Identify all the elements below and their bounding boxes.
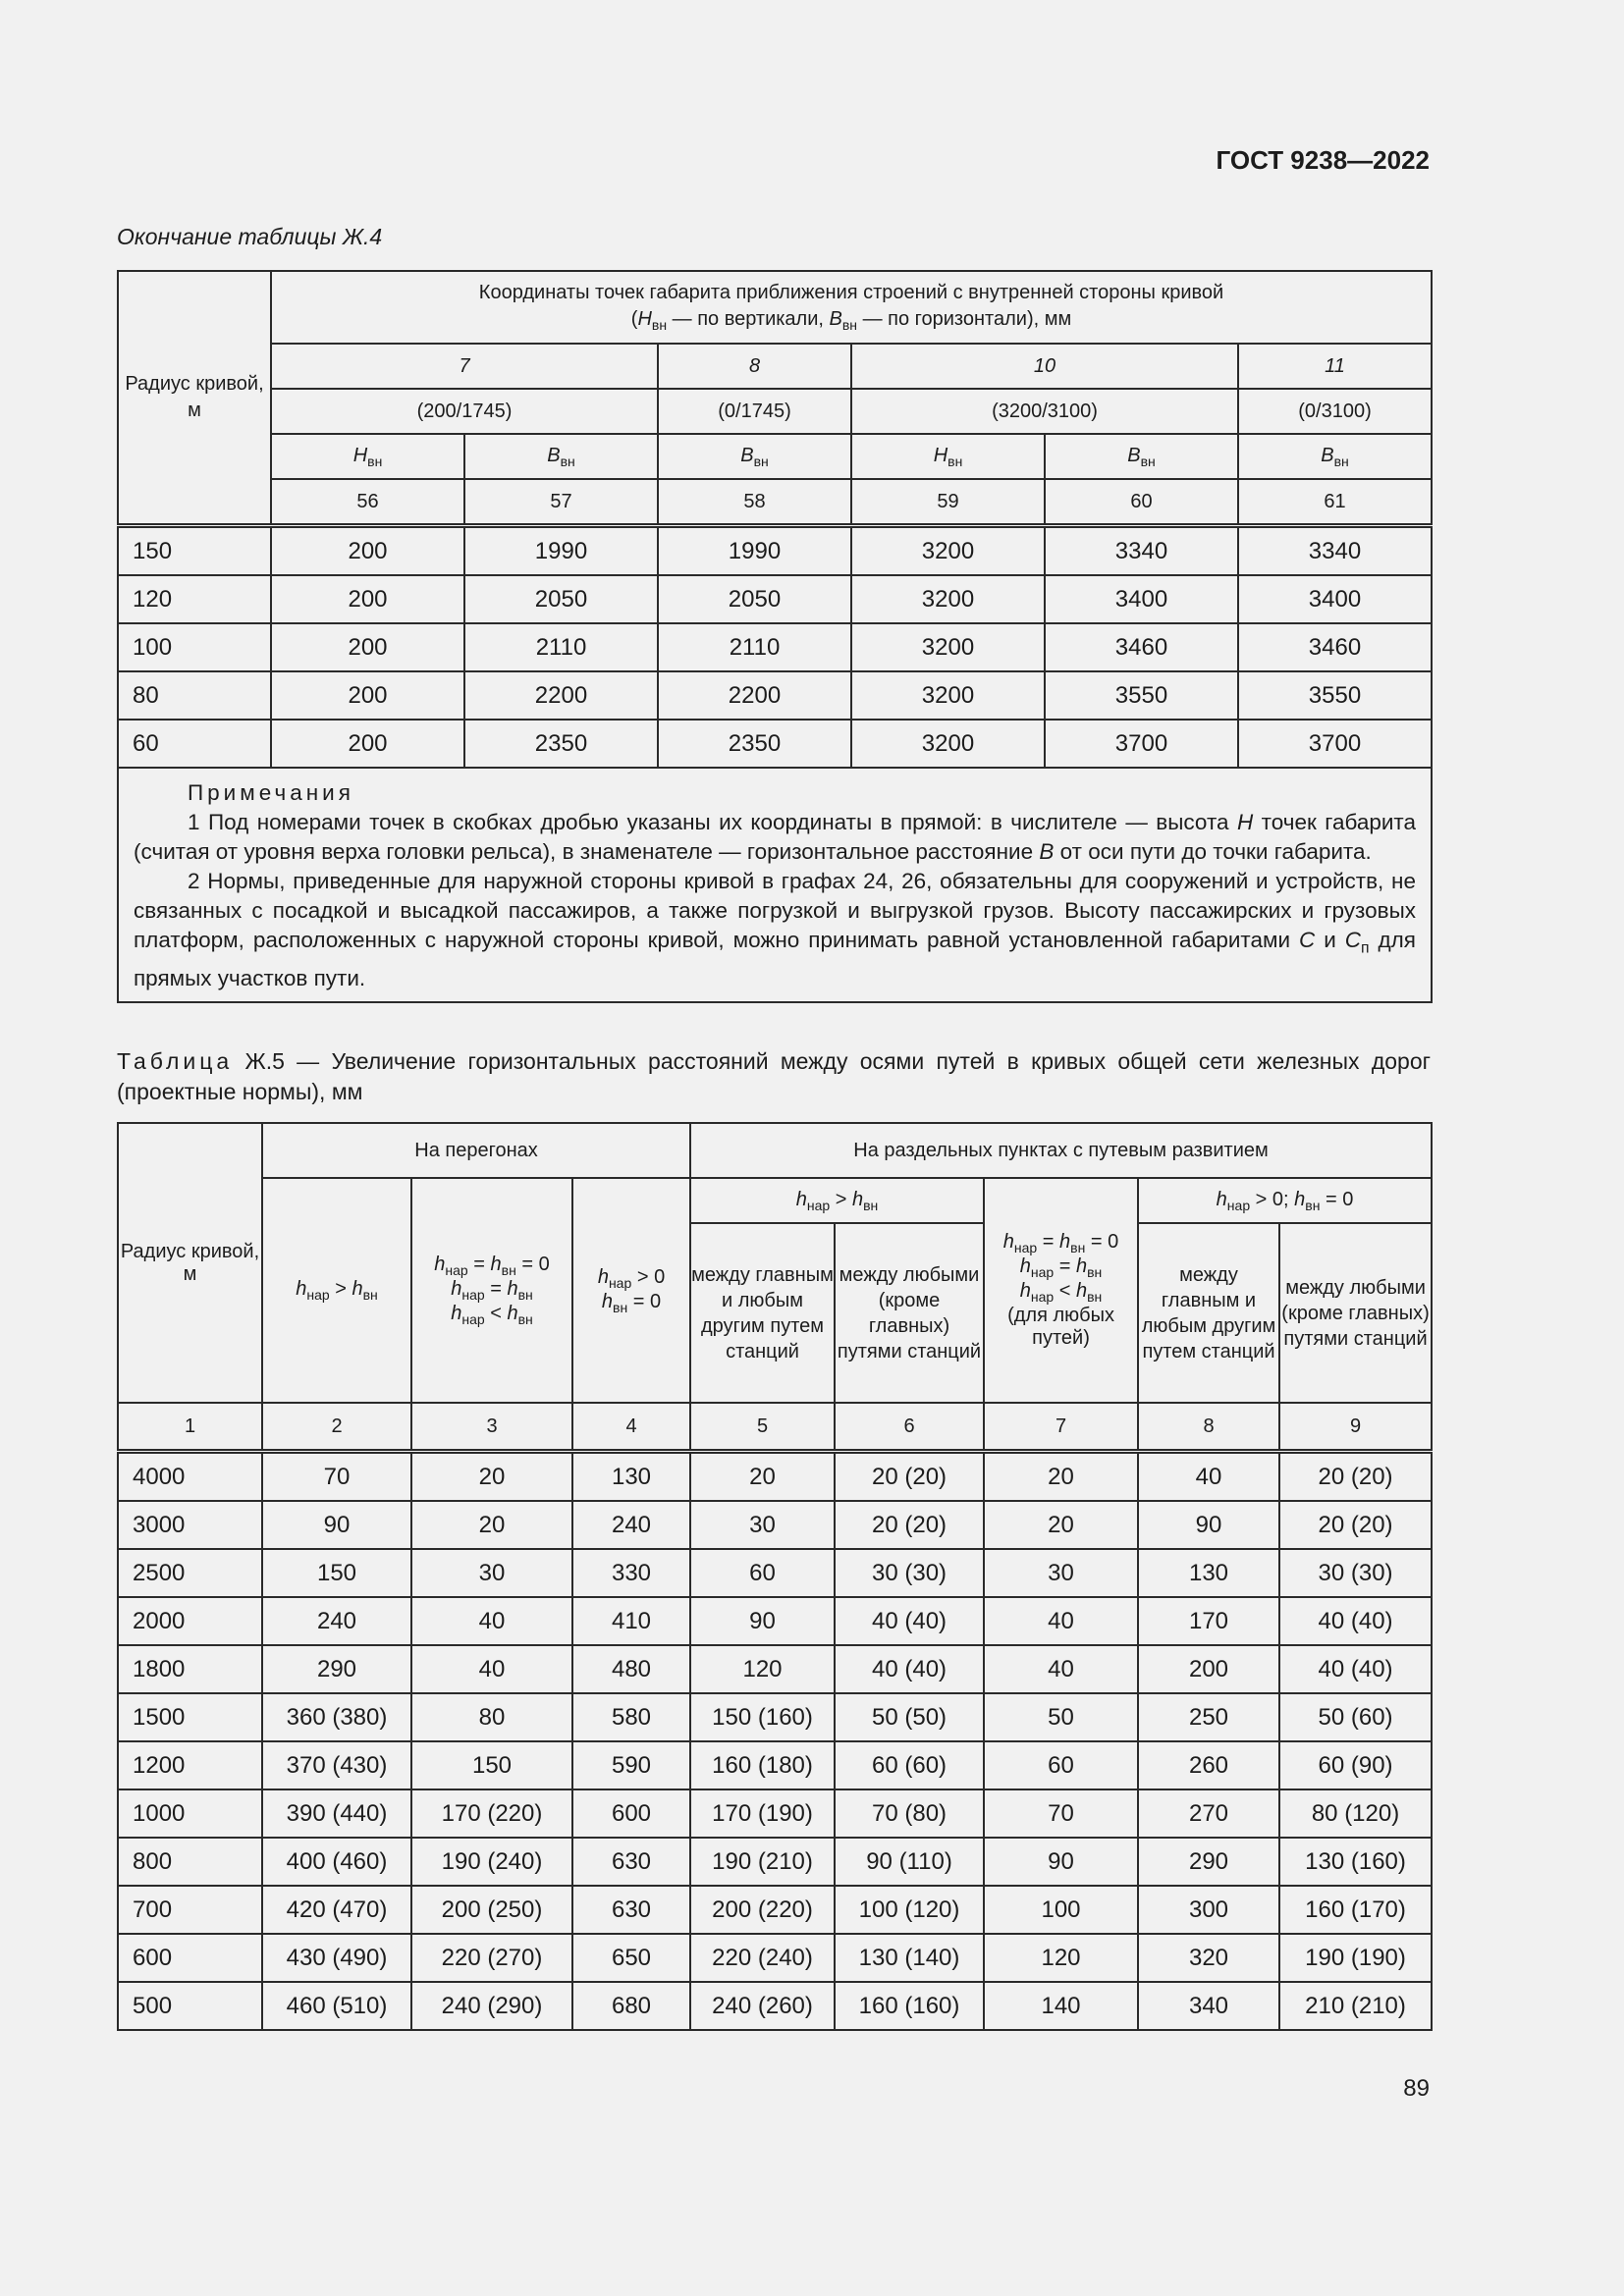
coordinate-symbol: $B_{вн}$ [1045,434,1238,479]
group-title-line1: Координаты точек габарита приближения строений с внутренней стороны кривой [478,282,1224,304]
point-number: 11 [1238,344,1432,389]
header-any-except-main: между любыми (кроме главных) путями станций [1279,1223,1432,1403]
table-zh5-caption: Таблица Ж.5 — Увеличение горизонтальных расстояний между осями путей в кривых общей сети железных дорог (проектные нормы), мм [117,1048,1431,1104]
table-row: 500 460 (510) 240 (290) 680 240 (260) 160 (160) 140 340 210 (210) [118,1982,1432,2030]
column-number: 60 [1045,479,1238,526]
table-row: 150 200 1990 1990 3200 3340 3340 [118,526,1432,576]
column-number: 3 [411,1403,572,1452]
point-coordinates: (0/1745) [658,389,851,434]
column-number: 6 [835,1403,984,1452]
column-number: 1 [118,1403,262,1452]
header-hnar-gt-zero: $h_{нар} > 0$ $h_{вн} = 0$ [572,1178,690,1403]
point-number: 10 [851,344,1238,389]
table-row: 1200 370 (430) 150 590 160 (180) 60 (60) 60 260 60 (90) [118,1741,1432,1789]
group-header-stations: На раздельных пунктах с путевым развитием [690,1123,1432,1178]
header-hnar-eq-hvn: $h_{нар} = h_{вн} = 0$ $h_{нар} = h_{вн}$ $h_{нар} < h_{вн}$ [411,1178,572,1403]
coordinate-symbol: $H_{вн}$ [851,434,1045,479]
table-row: 1000 390 (440) 170 (220) 600 170 (190) 70 (80) 70 270 80 (120) [118,1789,1432,1838]
header-stations-hnar-gt-hvn: $h_{нар} > h_{вн}$ [690,1178,984,1223]
group-title-line2: ($H_{вн}$ — по вертикали, $B_{вн}$ — по горизонтали), мм [630,308,1072,334]
table-row: 2000 240 40 410 90 40 (40) 40 170 40 (40) [118,1597,1432,1645]
coordinate-symbol: $B_{вн}$ [1238,434,1432,479]
column-header-radius: Радиус кривой, м [118,1123,262,1403]
table-row: 3000 90 20 240 30 20 (20) 20 90 20 (20) [118,1501,1432,1549]
column-number: 57 [464,479,658,526]
table-row: 1800 290 40 480 120 40 (40) 40 200 40 (40) [118,1645,1432,1693]
column-number: 9 [1279,1403,1432,1452]
column-header-radius: Радиус кривой, м [118,271,271,526]
column-number: 8 [1138,1403,1279,1452]
table-continuation-title: Окончание таблицы Ж.4 [117,224,383,249]
table-row: 700 420 (470) 200 (250) 630 200 (220) 100 (120) 100 300 160 (170) [118,1886,1432,1934]
column-number: 7 [984,1403,1138,1452]
header-main-other: между главным и любым другим путем станций [1138,1223,1279,1403]
header-stations-hnar-eq-hvn: $h_{нар} = h_{вн} = 0$ $h_{нар} = h_{вн}$ $h_{нар} < h_{вн}$ (для любых путей) [984,1178,1138,1403]
coordinates-group-header [271,271,1432,344]
group-header-stage: На перегонах [262,1123,690,1178]
column-number: 59 [851,479,1045,526]
notes-title: Примечания [188,780,354,805]
document-code: ГОСТ 9238—2022 [1216,145,1430,175]
point-coordinates: (3200/3100) [851,389,1238,434]
coordinate-symbol: $B_{вн}$ [658,434,851,479]
point-coordinates: (0/3100) [1238,389,1432,434]
header-main-other: между главным и любым другим путем станций [690,1223,835,1403]
table-notes [118,768,1432,1002]
note-2: 2 Нормы, приведенные для наружной стороны кривой в графах 24, 26, обязательны для сооружений и устройств, не связанных с посадкой и высадкой пассажиров, а также погрузкой и выгрузкой грузов. Высоту пассажирских и грузовых платформ, расположенных с наружной стороны кривой, можно принимать равной установленной габаритами С и $С_п$ для прямых участков пути. [134,869,1416,990]
table-row: 120 200 2050 2050 3200 3400 3400 [118,575,1432,623]
point-coordinates: (200/1745) [271,389,658,434]
header-stations-hnar-gt-zero: $h_{нар} > 0$; $h_{вн} = 0$ [1138,1178,1432,1223]
column-number: 4 [572,1403,690,1452]
point-number: 7 [271,344,658,389]
table-row: 2500 150 30 330 60 30 (30) 30 130 30 (30) [118,1549,1432,1597]
note-1: 1 Под номерами точек в скобках дробью указаны их координаты в прямой: в числителе — высота H точек габарита (считая от уровня верха головки рельса), в знаменателе — горизонтальное расстояние B от оси пути до точки габарита. [134,810,1416,864]
column-number: 2 [262,1403,411,1452]
column-number: 61 [1238,479,1432,526]
table-row: 4000 70 20 130 20 20 (20) 20 40 20 (20) [118,1452,1432,1502]
table-row: 600 430 (490) 220 (270) 650 220 (240) 130 (140) 120 320 190 (190) [118,1934,1432,1982]
column-number: 5 [690,1403,835,1452]
table-zh4 [117,270,1433,1003]
point-number: 8 [658,344,851,389]
table-zh5 [117,1122,1433,2031]
column-number: 58 [658,479,851,526]
header-hnar-gt-hvn: $h_{нар} > h_{вн}$ [262,1178,411,1403]
table-row: 800 400 (460) 190 (240) 630 190 (210) 90 (110) 90 290 130 (160) [118,1838,1432,1886]
header-any-except-main: между любыми (кроме главных) путями станций [835,1223,984,1403]
table-row: 100 200 2110 2110 3200 3460 3460 [118,623,1432,671]
column-number: 56 [271,479,464,526]
coordinate-symbol: $H_{вн}$ [271,434,464,479]
page-number: 89 [1403,2075,1430,2102]
coordinate-symbol: $B_{вн}$ [464,434,658,479]
table-row: 1500 360 (380) 80 580 150 (160) 50 (50) 50 250 50 (60) [118,1693,1432,1741]
table-row: 60 200 2350 2350 3200 3700 3700 [118,720,1432,768]
table-row: 80 200 2200 2200 3200 3550 3550 [118,671,1432,720]
